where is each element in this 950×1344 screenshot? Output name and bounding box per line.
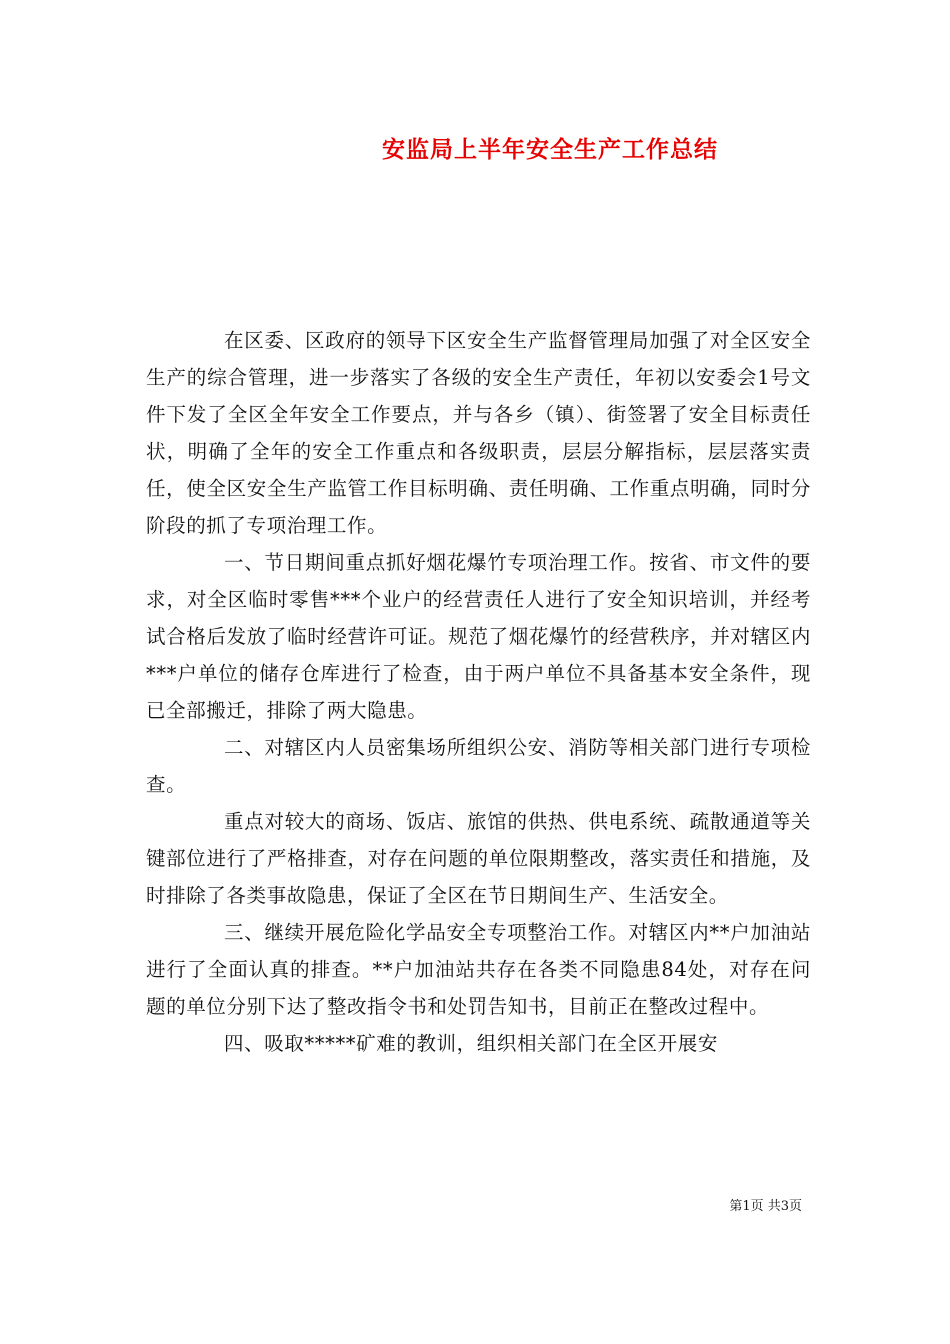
page-title: 安监局上半年安全生产工作总结 (382, 137, 718, 163)
paragraph-section-3: 三、继续开展危险化学品安全专项整治工作。对辖区内**户加油站进行了全面认真的排查。**户加油站共存在各类不同隐患84处，对存在问题的单位分别下达了整改指令书和处罚告知书，目前正在整改过程中。 (146, 921, 811, 1018)
paragraph-section-1: 一、节日期间重点抓好烟花爆竹专项治理工作。按省、市文件的要求，对全区临时零售***个业户的经营责任人进行了安全知识培训，并经考试合格后发放了临时经营许可证。规范了烟花爆竹的经营秩序，并对辖区内***户单位的储存仓库进行了检查，由于两户单位不具备基本安全条件，现已全部搬迁，排除了两大隐患。 (146, 551, 811, 722)
paragraph-section-4: 四、吸取*****矿难的教训，组织相关部门在全区开展安 (224, 1032, 718, 1055)
paragraph-intro: 在区委、区政府的领导下区安全生产监督管理局加强了对全区安全生产的综合管理，进一步落实了各级的安全生产责任，年初以安委会1号文件下发了全区全年安全工作要点，并与各乡（镇）、街签署了安全目标责任状，明确了全年的安全工作重点和各级职责，层层分解指标，层层落实责任，使全区安全生产监管工作目标明确、责任明确、工作重点明确，同时分阶段的抓了专项治理工作。 (146, 329, 811, 537)
body-text (146, 322, 811, 1062)
page-number: 第1页 共3页 (729, 1199, 802, 1214)
paragraph-section-2: 二、对辖区内人员密集场所组织公安、消防等相关部门进行专项检查。 (146, 736, 811, 796)
paragraph-section-2-detail: 重点对较大的商场、饭店、旅馆的供热、供电系统、疏散通道等关键部位进行了严格排查，对存在问题的单位限期整改，落实责任和措施，及时排除了各类事故隐患，保证了全区在节日期间生产、生活安全。 (146, 810, 811, 907)
